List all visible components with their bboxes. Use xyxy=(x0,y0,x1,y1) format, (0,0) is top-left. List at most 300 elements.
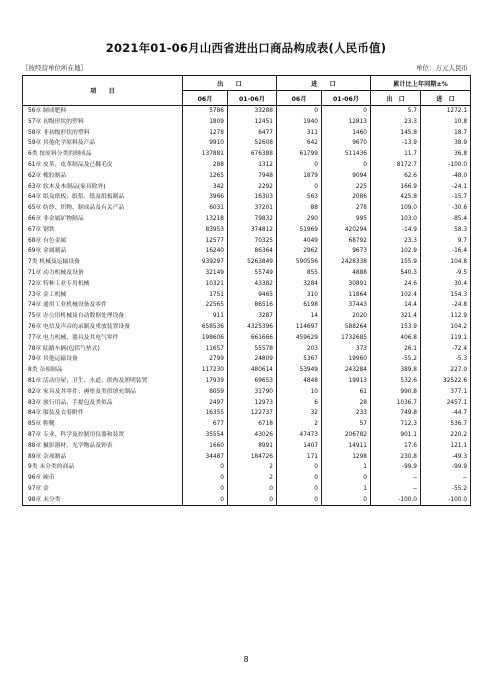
row-name: 硬币 xyxy=(43,475,55,482)
header-yoy-export: 出 口 xyxy=(371,91,421,106)
table-row xyxy=(23,311,471,322)
table-row xyxy=(23,257,471,268)
table-row xyxy=(23,236,471,247)
row-label xyxy=(23,279,183,290)
import-month-cell: 203 xyxy=(277,344,322,355)
row-code: 63章 xyxy=(28,183,42,190)
row-name: 金 xyxy=(43,485,49,492)
export-month-cell: 13218 xyxy=(183,214,228,225)
import-cum-cell: 68792 xyxy=(322,236,371,247)
yoy-export-cell: 5.7 xyxy=(371,106,421,117)
row-name: 纺纱、织物、制成品及有关产品 xyxy=(43,205,125,212)
import-cum-cell: 278 xyxy=(322,203,371,214)
row-code: 73章 xyxy=(28,291,42,298)
table-row xyxy=(23,117,471,128)
row-label xyxy=(23,225,183,236)
yoy-import-cell: 1272.1 xyxy=(421,106,471,117)
import-cum-cell: 61 xyxy=(322,387,371,398)
import-cum-cell: 206782 xyxy=(322,430,371,441)
export-cum-cell: 12973 xyxy=(228,398,277,409)
import-cum-cell: 37443 xyxy=(322,300,371,311)
row-name: 陆路车辆(包括气垫式) xyxy=(43,345,100,352)
yoy-export-cell: 102.9 xyxy=(371,246,421,257)
yoy-import-cell: 104.8 xyxy=(421,257,471,268)
import-month-cell: 290 xyxy=(277,214,322,225)
row-code: 9类 xyxy=(28,464,38,471)
row-name: 非金属矿物制品 xyxy=(43,215,84,222)
export-month-cell: 658536 xyxy=(183,322,228,333)
row-label xyxy=(23,128,183,139)
table-row xyxy=(23,333,471,344)
import-month-cell: 0 xyxy=(277,484,322,495)
yoy-import-cell: -9.5 xyxy=(421,268,471,279)
header-yoy: 累计比上年同期±% xyxy=(371,76,471,91)
yoy-export-cell: 102.4 xyxy=(371,290,421,301)
import-cum-cell: 9670 xyxy=(322,138,371,149)
row-label xyxy=(23,171,183,182)
export-cum-cell: 480614 xyxy=(228,365,277,376)
table-row xyxy=(23,344,471,355)
row-code: 89章 xyxy=(28,453,42,460)
header-item: 项 目 xyxy=(23,76,183,106)
yoy-export-cell: -13.9 xyxy=(371,138,421,149)
row-code: 7类 xyxy=(28,259,38,266)
import-month-cell: 563 xyxy=(277,192,322,203)
yoy-export-cell: 17.6 xyxy=(371,441,421,452)
row-name: 机械及运输设备 xyxy=(39,259,80,266)
export-cum-cell: 31790 xyxy=(228,387,277,398)
export-cum-cell: 661666 xyxy=(228,333,277,344)
row-label xyxy=(23,430,183,441)
import-month-cell: 2962 xyxy=(277,246,322,257)
row-label xyxy=(23,117,183,128)
export-cum-cell: 2 xyxy=(228,462,277,473)
export-month-cell: 83953 xyxy=(183,225,228,236)
table-row xyxy=(23,452,471,463)
yoy-export-cell: 24.6 xyxy=(371,279,421,290)
row-label xyxy=(23,106,183,117)
yoy-import-cell: 119.1 xyxy=(421,333,471,344)
export-month-cell: 0 xyxy=(183,473,228,484)
import-month-cell: 47473 xyxy=(277,430,322,441)
page-number: 8 xyxy=(243,655,249,664)
import-cum-cell: 9673 xyxy=(322,246,371,257)
yoy-export-cell: 23.3 xyxy=(371,236,421,247)
export-month-cell: 0 xyxy=(183,495,228,506)
yoy-import-cell: -24.8 xyxy=(421,300,471,311)
export-cum-cell: 1312 xyxy=(228,160,277,171)
export-month-cell: 288 xyxy=(183,160,228,171)
table-row xyxy=(23,225,471,236)
table-row xyxy=(23,398,471,409)
yoy-export-cell: -55.2 xyxy=(371,354,421,365)
yoy-export-cell: 749.8 xyxy=(371,408,421,419)
export-cum-cell: 86516 xyxy=(228,300,277,311)
export-cum-cell: 6477 xyxy=(228,128,277,139)
import-cum-cell: 1460 xyxy=(322,128,371,139)
export-cum-cell: 9465 xyxy=(228,290,277,301)
row-code: 59章 xyxy=(28,140,42,147)
export-month-cell: 1265 xyxy=(183,171,228,182)
import-cum-cell: 1 xyxy=(322,484,371,495)
export-month-cell: 17939 xyxy=(183,376,228,387)
export-month-cell: 12577 xyxy=(183,236,228,247)
row-code: 78章 xyxy=(28,345,42,352)
export-month-cell: 198606 xyxy=(183,333,228,344)
yoy-export-cell: 540.3 xyxy=(371,268,421,279)
import-cum-cell: 2428338 xyxy=(322,257,371,268)
export-month-cell: 0 xyxy=(183,462,228,473)
import-cum-cell: 14911 xyxy=(322,441,371,452)
yoy-export-cell: -100.0 xyxy=(371,495,421,506)
yoy-import-cell: 112.9 xyxy=(421,311,471,322)
yoy-export-cell: 990.8 xyxy=(371,387,421,398)
yoy-export-cell: 23.3 xyxy=(371,117,421,128)
row-name: 杂项制品 xyxy=(39,367,63,374)
row-code: 64章 xyxy=(28,194,42,201)
table-row xyxy=(23,300,471,311)
row-code: 88章 xyxy=(28,442,42,449)
import-month-cell: 5367 xyxy=(277,354,322,365)
row-name: 橡胶制品 xyxy=(43,172,67,179)
header-export-cum: 01-06月 xyxy=(228,91,277,106)
export-month-cell: 32149 xyxy=(183,268,228,279)
import-cum-cell: 373 xyxy=(322,344,371,355)
export-month-cell: 10321 xyxy=(183,279,228,290)
row-name: 金属制品 xyxy=(43,248,67,255)
import-cum-cell: 1298 xyxy=(322,452,371,463)
table-row xyxy=(23,128,471,139)
import-month-cell: 53949 xyxy=(277,365,322,376)
export-month-cell: 1751 xyxy=(183,290,228,301)
row-label xyxy=(23,484,183,495)
yoy-export-cell: 14.4 xyxy=(371,300,421,311)
export-cum-cell: 3287 xyxy=(228,311,277,322)
row-name: 非初级形状的塑料 xyxy=(43,129,90,136)
row-name: 旅行用品、手提包及类似品 xyxy=(43,399,113,406)
row-code: 61章 xyxy=(28,161,42,168)
export-month-cell: 2799 xyxy=(183,354,228,365)
yoy-export-cell: 109.0 xyxy=(371,203,421,214)
import-month-cell: 6 xyxy=(277,398,322,409)
import-cum-cell: 19913 xyxy=(322,376,371,387)
row-code: 98章 xyxy=(28,496,42,503)
row-label xyxy=(23,203,183,214)
import-month-cell: 1407 xyxy=(277,441,322,452)
import-cum-cell: 0 xyxy=(322,160,371,171)
export-month-cell: 677 xyxy=(183,419,228,430)
yoy-import-cell: 104.2 xyxy=(421,322,471,333)
yoy-import-cell: 32522.6 xyxy=(421,376,471,387)
yoy-export-cell: 1036.7 xyxy=(371,398,421,409)
table-row xyxy=(23,214,471,225)
import-cum-cell: 0 xyxy=(322,495,371,506)
row-label xyxy=(23,365,183,376)
table-row xyxy=(23,376,471,387)
row-code: 77章 xyxy=(28,334,42,341)
unit-note: 单位：万元人民币 xyxy=(416,64,468,72)
export-month-cell: 34487 xyxy=(183,452,228,463)
row-label xyxy=(23,473,183,484)
row-label xyxy=(23,376,183,387)
import-month-cell: 10 xyxy=(277,387,322,398)
yoy-export-cell: 26.1 xyxy=(371,344,421,355)
report-title: 2021年01-06月山西省进出口商品构成表(人民币值) xyxy=(105,41,387,55)
table-body xyxy=(23,106,471,506)
row-label xyxy=(23,138,183,149)
row-name: 电信及声音的录制及重放装置设备 xyxy=(43,323,130,330)
row-label xyxy=(23,257,183,268)
export-cum-cell: 0 xyxy=(228,484,277,495)
export-cum-cell: 37201 xyxy=(228,203,277,214)
import-cum-cell: 420294 xyxy=(322,225,371,236)
export-cum-cell: 374812 xyxy=(228,225,277,236)
yoy-import-cell: -5.3 xyxy=(421,354,471,365)
table-row xyxy=(23,279,471,290)
yoy-export-cell: 406.8 xyxy=(371,333,421,344)
row-code: 75章 xyxy=(28,313,42,320)
export-cum-cell: 86364 xyxy=(228,246,277,257)
yoy-import-cell: -85.4 xyxy=(421,214,471,225)
row-code: 68章 xyxy=(28,237,42,244)
export-month-cell: 3966 xyxy=(183,192,228,203)
import-cum-cell: 30891 xyxy=(322,279,371,290)
export-cum-cell: 4325396 xyxy=(228,322,277,333)
export-cum-cell: 55749 xyxy=(228,268,277,279)
row-name: 家具及其零件；褥垫及类似填充制品 xyxy=(43,388,136,395)
row-code: 96章 xyxy=(28,475,42,482)
header-import-cum: 01-06月 xyxy=(322,91,371,106)
export-cum-cell: 43382 xyxy=(228,279,277,290)
header-yoy-import: 进 口 xyxy=(421,91,471,106)
yoy-import-cell: -16.4 xyxy=(421,246,471,257)
row-label xyxy=(23,182,183,193)
yoy-export-cell: 145.8 xyxy=(371,128,421,139)
export-cum-cell: 0 xyxy=(228,495,277,506)
yoy-export-cell: 712.3 xyxy=(371,419,421,430)
import-month-cell: 311 xyxy=(277,128,322,139)
yoy-export-cell: 8172.7 xyxy=(371,160,421,171)
export-month-cell: 911 xyxy=(183,311,228,322)
yoy-export-cell: 532.6 xyxy=(371,376,421,387)
row-label xyxy=(23,398,183,409)
yoy-export-cell: 62.6 xyxy=(371,171,421,182)
export-cum-cell: 69653 xyxy=(228,376,277,387)
row-label xyxy=(23,322,183,333)
row-code: 79章 xyxy=(28,356,42,363)
row-code: 65章 xyxy=(28,205,42,212)
row-code: 67章 xyxy=(28,226,42,233)
import-cum-cell: 0 xyxy=(322,106,371,117)
import-month-cell: 2 xyxy=(277,419,322,430)
yoy-import-cell: 536.7 xyxy=(421,419,471,430)
row-name: 活动房屋；卫生、水道、供热及照明装置 xyxy=(43,377,148,384)
import-cum-cell: 11864 xyxy=(322,290,371,301)
import-month-cell: 4049 xyxy=(277,236,322,247)
row-label xyxy=(23,495,183,506)
table-row xyxy=(23,495,471,506)
import-month-cell: 1940 xyxy=(277,117,322,128)
row-name: 未分类 xyxy=(43,496,61,503)
row-name: 电力机械、器具及其电气零件 xyxy=(43,334,119,341)
yoy-import-cell: -55.2 xyxy=(421,484,471,495)
import-month-cell: 0 xyxy=(277,495,322,506)
export-cum-cell: 184726 xyxy=(228,452,277,463)
row-label xyxy=(23,246,183,257)
yoy-import-cell: 10.8 xyxy=(421,117,471,128)
import-month-cell: 310 xyxy=(277,290,322,301)
row-name: 皮革、皮革制品及已鞣毛皮 xyxy=(43,161,113,168)
row-label xyxy=(23,408,183,419)
row-label xyxy=(23,192,183,203)
yoy-import-cell: -48.0 xyxy=(421,171,471,182)
row-code: 69章 xyxy=(28,248,42,255)
table-row xyxy=(23,462,471,473)
import-month-cell: 51969 xyxy=(277,225,322,236)
table-row xyxy=(23,322,471,333)
row-code: 84章 xyxy=(28,410,42,417)
table-row xyxy=(23,192,471,203)
yoy-import-cell: -100.0 xyxy=(421,160,471,171)
basis-note: 〖按经营单位所在地〗 xyxy=(22,64,87,72)
row-code: 76章 xyxy=(28,323,42,330)
export-cum-cell: 70325 xyxy=(228,236,277,247)
export-cum-cell: 8991 xyxy=(228,441,277,452)
export-cum-cell: 122737 xyxy=(228,408,277,419)
row-name: 特种工业专用机械 xyxy=(43,280,90,287)
table-row xyxy=(23,106,471,117)
export-month-cell: 11657 xyxy=(183,344,228,355)
row-name: 金工机械 xyxy=(43,291,67,298)
export-month-cell: 137881 xyxy=(183,149,228,160)
yoy-import-cell: 36.8 xyxy=(421,149,471,160)
yoy-export-cell: -99.9 xyxy=(371,462,421,473)
yoy-import-cell: -99.9 xyxy=(421,462,471,473)
export-month-cell: 1660 xyxy=(183,441,228,452)
yoy-import-cell: 121.1 xyxy=(421,441,471,452)
export-month-cell: 22565 xyxy=(183,300,228,311)
row-code: 83章 xyxy=(28,399,42,406)
row-code: 58章 xyxy=(28,129,42,136)
export-month-cell: 342 xyxy=(183,182,228,193)
header-export-month: 06月 xyxy=(183,91,228,106)
export-month-cell: 8059 xyxy=(183,387,228,398)
export-cum-cell: 7948 xyxy=(228,171,277,182)
import-month-cell: 114697 xyxy=(277,322,322,333)
export-cum-cell: 2 xyxy=(228,473,277,484)
export-month-cell: 16240 xyxy=(183,246,228,257)
table-row xyxy=(23,160,471,171)
export-cum-cell: 43026 xyxy=(228,430,277,441)
row-label xyxy=(23,387,183,398)
row-code: 82章 xyxy=(28,388,42,395)
import-month-cell: 6198 xyxy=(277,300,322,311)
row-name: 动力机械及设备 xyxy=(43,269,84,276)
table-row xyxy=(23,138,471,149)
report-meta xyxy=(22,63,470,75)
yoy-export-cell: 321.4 xyxy=(371,311,421,322)
table-row xyxy=(23,419,471,430)
row-code: 57章 xyxy=(28,118,42,125)
row-name: 初级形状的塑料 xyxy=(43,118,84,125)
import-cum-cell: 995 xyxy=(322,214,371,225)
row-label xyxy=(23,160,183,171)
yoy-import-cell: 9.7 xyxy=(421,236,471,247)
row-name: 杂项制品 xyxy=(43,453,67,460)
yoy-import-cell: -24.1 xyxy=(421,182,471,193)
yoy-import-cell: 58.3 xyxy=(421,225,471,236)
yoy-export-cell: 11.7 xyxy=(371,149,421,160)
import-cum-cell: 2086 xyxy=(322,192,371,203)
import-cum-cell: 0 xyxy=(322,473,371,484)
import-cum-cell: 28 xyxy=(322,398,371,409)
export-cum-cell: 2292 xyxy=(228,182,277,193)
yoy-import-cell: 154.3 xyxy=(421,290,471,301)
yoy-import-cell: 377.1 xyxy=(421,387,471,398)
import-month-cell: 3284 xyxy=(277,279,322,290)
yoy-import-cell: 18.7 xyxy=(421,128,471,139)
table-row xyxy=(23,268,471,279)
yoy-import-cell: -15.7 xyxy=(421,192,471,203)
yoy-export-cell: 166.9 xyxy=(371,182,421,193)
row-code: 66章 xyxy=(28,215,42,222)
row-code: 87章 xyxy=(28,431,42,438)
import-month-cell: 0 xyxy=(277,182,322,193)
row-name: 办公用机械及自动数据处理设备 xyxy=(43,313,125,320)
export-month-cell: 6031 xyxy=(183,203,228,214)
row-name: 钢铁 xyxy=(43,226,55,233)
row-label xyxy=(23,268,183,279)
row-name: 按原料分类的制成品 xyxy=(39,151,92,158)
import-month-cell: 4848 xyxy=(277,376,322,387)
table-row xyxy=(23,203,471,214)
export-cum-cell: 55578 xyxy=(228,344,277,355)
export-cum-cell: 24809 xyxy=(228,354,277,365)
table-row xyxy=(23,430,471,441)
header-export: 出 口 xyxy=(183,76,277,91)
yoy-import-cell: 227.0 xyxy=(421,365,471,376)
yoy-export-cell: 425.8 xyxy=(371,192,421,203)
yoy-export-cell: 901.1 xyxy=(371,430,421,441)
import-month-cell: 171 xyxy=(277,452,322,463)
import-month-cell: 88 xyxy=(277,203,322,214)
yoy-export-cell: -- xyxy=(371,473,421,484)
export-month-cell: 0 xyxy=(183,484,228,495)
row-name: 有色金属 xyxy=(43,237,67,244)
yoy-import-cell: -72.4 xyxy=(421,344,471,355)
row-label xyxy=(23,214,183,225)
row-label xyxy=(23,300,183,311)
table-row xyxy=(23,473,471,484)
row-label xyxy=(23,236,183,247)
row-label xyxy=(23,419,183,430)
row-name: 其他运输设备 xyxy=(43,356,78,363)
yoy-export-cell: 153.9 xyxy=(371,322,421,333)
yoy-import-cell: -30.6 xyxy=(421,203,471,214)
row-label xyxy=(23,354,183,365)
table-row xyxy=(23,171,471,182)
row-name: 其他化学原料及产品 xyxy=(43,140,96,147)
row-name: 服装及衣着附件 xyxy=(43,410,84,417)
import-cum-cell: 588264 xyxy=(322,322,371,333)
row-label xyxy=(23,149,183,160)
yoy-export-cell: -14.9 xyxy=(371,225,421,236)
import-month-cell: 32 xyxy=(277,408,322,419)
row-code: 8类 xyxy=(28,367,38,374)
yoy-import-cell: -49.3 xyxy=(421,452,471,463)
row-label xyxy=(23,452,183,463)
row-name: 制成肥料 xyxy=(43,108,67,114)
